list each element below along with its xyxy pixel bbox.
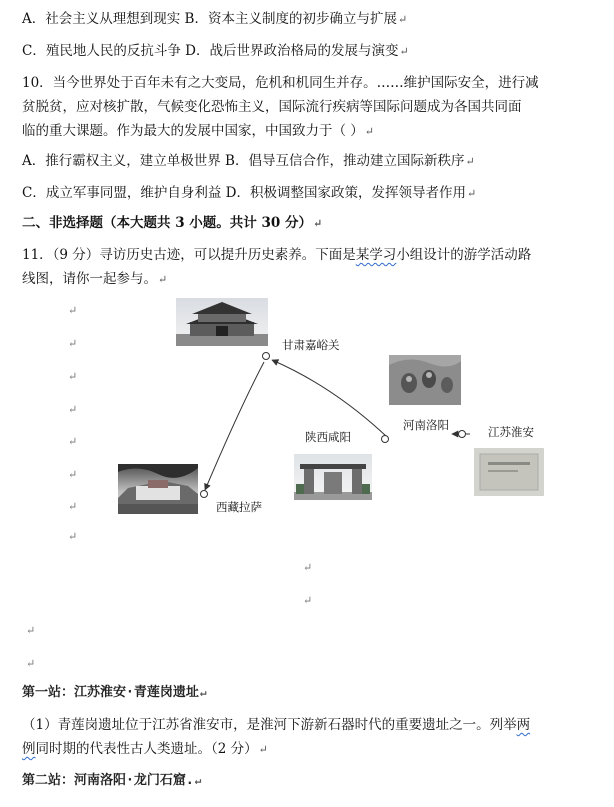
map-label-tibet: 西藏拉萨 <box>216 500 262 514</box>
paragraph-mark-icon: ↵ <box>26 624 36 637</box>
station1-heading <box>22 684 206 702</box>
potala-palace-photo <box>118 464 198 514</box>
xianyang-gate-photo <box>294 454 372 500</box>
paragraph-mark-icon: ↵ <box>303 561 313 574</box>
route-arrow-henan-gansu <box>272 360 386 436</box>
q11-1-text-part2: 同时期的代表性古人类遗址。（2 分） <box>35 741 258 757</box>
map-label-gansu: 甘肃嘉峪关 <box>282 338 340 352</box>
paragraph-mark-icon: ↵ <box>68 403 78 416</box>
q11-stem-line2 <box>22 270 167 289</box>
paragraph-mark-icon: ↵ <box>303 594 313 607</box>
paragraph-mark-icon: ↵ <box>26 657 36 670</box>
map-label-henan: 河南洛阳 <box>403 418 449 432</box>
paragraph-mark-icon: ↵ <box>68 530 78 543</box>
q10-stem-line3 <box>22 122 374 141</box>
q11-stem-wavy: 某学习 <box>355 247 397 263</box>
route-arrow-gansu-tibet <box>205 362 264 490</box>
q10-stem-line1: 10．当今世界处于百年未有之大变局，危机和机同生并存。……维护国际安全，进行减 <box>22 75 539 91</box>
q9-options-line1 <box>22 10 407 29</box>
paragraph-mark-icon: ↵ <box>68 500 78 513</box>
paragraph-mark-icon: ↵ <box>312 217 323 230</box>
waypoint-jiangsu <box>459 431 466 438</box>
q10-options-line2 <box>22 184 476 203</box>
q9-option-b: B．资本主义制度的初步确立与扩展 <box>184 11 397 27</box>
paragraph-mark-icon: ↵ <box>399 45 409 58</box>
q11-1-wavy2: 例 <box>22 741 36 757</box>
q11-1-line2 <box>22 740 268 759</box>
q9-options-line2 <box>22 42 409 61</box>
map-label-jiangsu: 江苏淮安 <box>488 425 534 439</box>
jiayuguan-tower-photo <box>176 298 268 346</box>
paragraph-mark-icon: ↵ <box>364 125 375 138</box>
waypoint-gansu <box>263 353 270 360</box>
waypoint-tibet <box>201 491 208 498</box>
q11-1-wavy1: 两 <box>516 717 531 733</box>
paragraph-mark-icon: ↵ <box>397 13 408 26</box>
paragraph-mark-icon: ↵ <box>199 686 207 699</box>
q9-option-c: C．殖民地人民的反抗斗争 <box>22 43 181 59</box>
section-heading <box>22 214 322 233</box>
paragraph-mark-icon: ↵ <box>68 337 78 350</box>
paragraph-mark-icon: ↵ <box>466 187 477 200</box>
paragraph-mark-icon: ↵ <box>68 435 78 448</box>
q10-option-a: A．推行霸权主义，建立单极世界 <box>22 153 221 169</box>
q11-1-text-part1: （1）青莲岗遗址位于江苏省淮安市，是淮河下游新石器时代的重要遗址之一。列举 <box>22 717 517 733</box>
qinglian-stele-photo <box>474 448 544 496</box>
q10-option-d: D．积极调整国家政策，发挥领导者作用 <box>225 185 466 201</box>
q9-option-d: D．战后世界政治格局的发展与演变 <box>185 43 399 59</box>
map-label-shaanxi: 陕西咸阳 <box>305 430 351 444</box>
q10-option-b: B．倡导互信合作，推动建立国际新秩序 <box>225 153 465 169</box>
q11-stem-line1 <box>22 246 531 264</box>
q9-option-a: A．社会主义从理想到现实 <box>22 11 181 27</box>
station1-text: 第一站：江苏淮安·青莲岗遗址 <box>22 685 199 700</box>
paragraph-mark-icon: ↵ <box>158 273 168 286</box>
q11-stem-part1: 11．（9 分）寻访历史古迹，可以提升历史素养。下面是 <box>22 247 356 263</box>
q10-stem-text: 临的重大课题。作为最大的发展中国家，中国致力于（ ） <box>22 123 364 139</box>
q11-1-line1 <box>22 716 530 734</box>
paragraph-mark-icon: ↵ <box>258 743 268 756</box>
q10-option-c: C．成立军事同盟，维护自身利益 <box>22 185 222 201</box>
paragraph-mark-icon: ↵ <box>68 468 78 481</box>
station2-heading <box>22 772 201 790</box>
q10-stem-line2: 贫脱贫，应对核扩散，气候变化恐怖主义，国际流行疾病等国际问题成为各国共同面 <box>22 99 522 115</box>
q11-stem-text: 线图，请你一起参与。 <box>22 271 157 287</box>
paragraph-mark-icon: ↵ <box>465 155 475 168</box>
longmen-grottoes-photo <box>389 355 461 405</box>
q11-stem-part2: 小组设计的游学活动路 <box>396 247 532 263</box>
paragraph-mark-icon: ↵ <box>68 304 78 317</box>
section-heading-text: 二、非选择题（本大题共 3 小题。共计 30 分） <box>22 215 312 231</box>
q10-options-line1 <box>22 152 475 171</box>
paragraph-mark-icon: ↵ <box>68 370 78 383</box>
paragraph-mark-icon: ↵ <box>194 774 202 787</box>
station2-text: 第二站：河南洛阳·龙门石窟. <box>22 773 194 788</box>
waypoint-henan <box>382 436 389 443</box>
